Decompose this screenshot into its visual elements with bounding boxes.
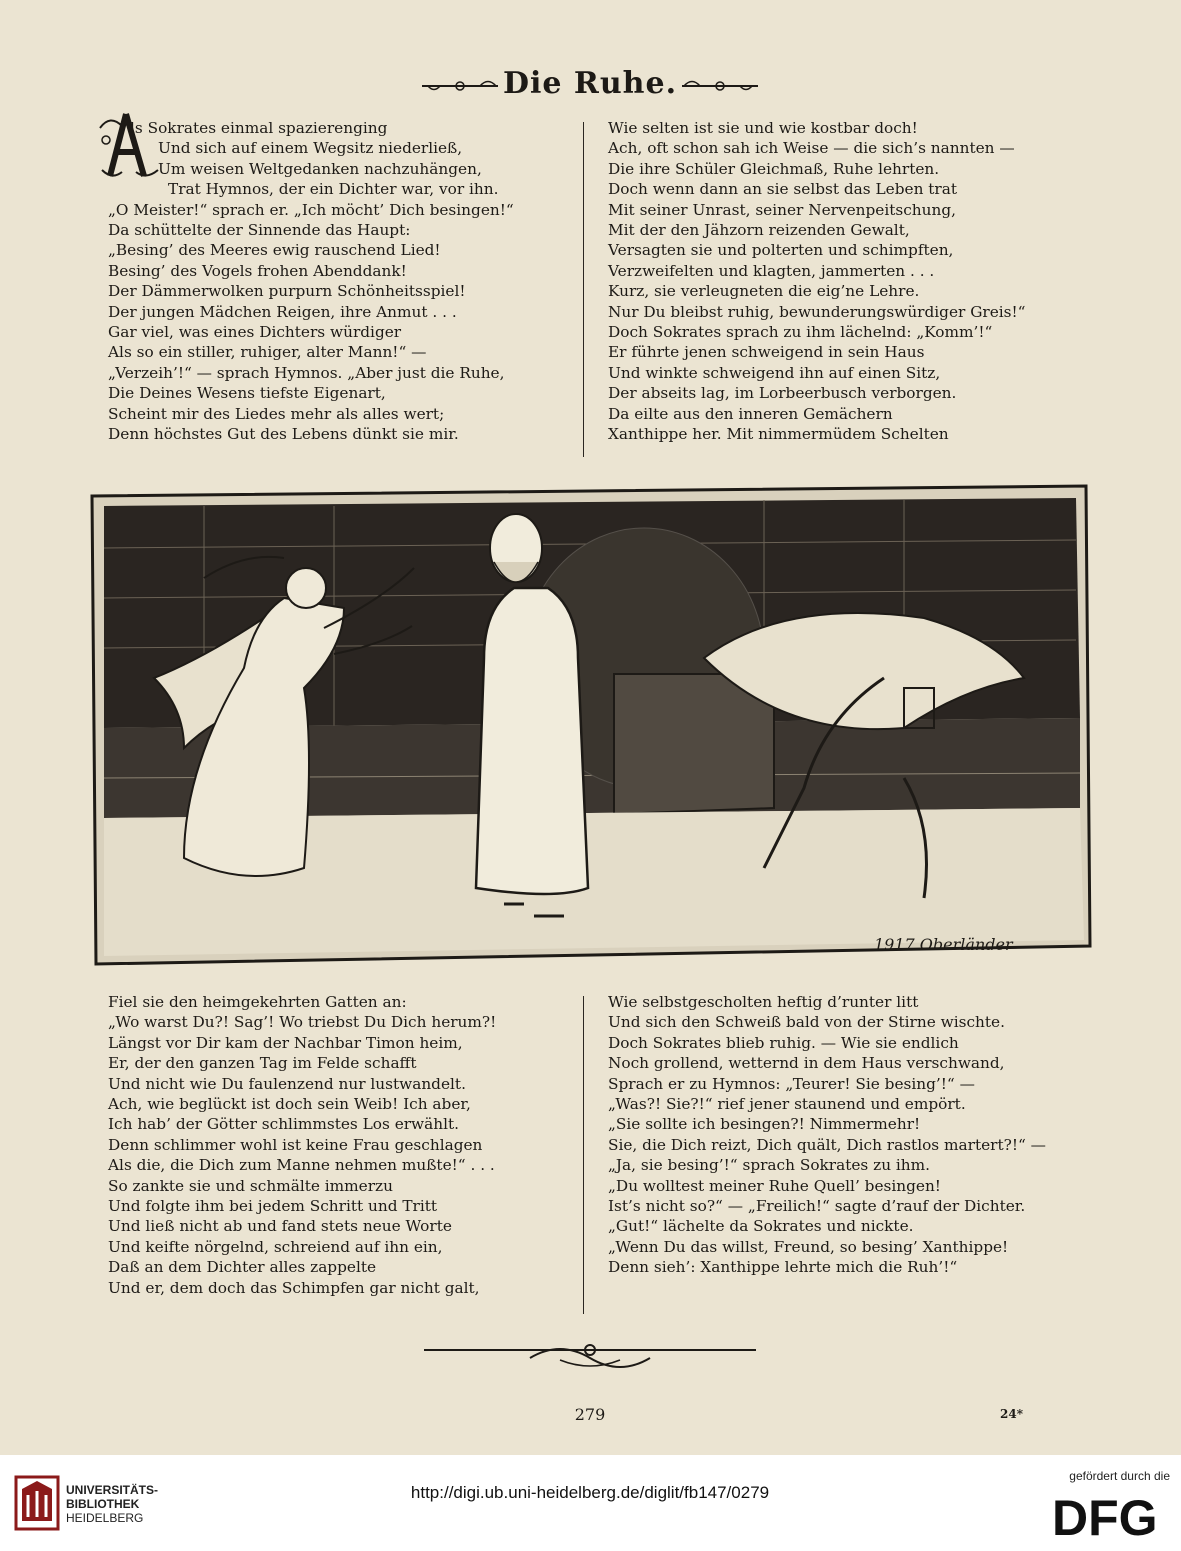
library-name[interactable] (66, 1483, 158, 1525)
verse-line: Denn sieh’: Xanthippe lehrte mich die Ruh’!“ (608, 1258, 958, 1277)
verse-line: „O Meister!“ sprach er. „Ich möcht’ Dich besingen!“ (108, 200, 514, 219)
verse-line: „Was?! Sie?!“ rief jener staunend und empört. (608, 1095, 966, 1114)
verse-line: Sprach er zu Hymnos: „Teurer! Sie besing’!“ — (608, 1074, 975, 1093)
page-title: Die Ruhe. (502, 66, 678, 101)
library-name-line2: BIBLIOTHEK (66, 1497, 140, 1511)
verse-line: Der abseits lag, im Lorbeerbusch verborgen. (608, 384, 957, 403)
verse-line: Doch Sokrates sprach zu ihm lächelnd: „Komm’!“ (608, 323, 993, 342)
title-ornament-right (680, 74, 760, 98)
column-bottom-left (108, 992, 573, 1298)
verse-line: „Ja, sie besing’!“ sprach Sokrates zu ihm. (608, 1156, 931, 1175)
verse-line: Doch Sokrates blieb ruhig. — Wie sie endlich (608, 1033, 959, 1052)
verse-line: Als die, die Dich zum Manne nehmen mußte!“ . . . (108, 1156, 495, 1175)
verse-line: Fiel sie den heimgekehrten Gatten an: (108, 993, 407, 1011)
verse-line: Mit seiner Unrast, seiner Nervenpeitschung, (608, 200, 957, 219)
verse-line: Und folgte ihm bei jedem Schritt und Tritt (108, 1197, 438, 1216)
dfg-logo-icon[interactable] (1052, 1491, 1170, 1539)
verse-line: Und winkte schweigend ihn auf einen Sitz, (608, 363, 941, 382)
verse-line: Doch wenn dann an sie selbst das Leben trat (608, 180, 958, 199)
verse-line: „Du wolltest meiner Ruhe Quell’ besingen! (608, 1176, 941, 1195)
verse-line: Und er, dem doch das Schimpfen gar nicht galt, (108, 1278, 480, 1297)
university-library-logo-icon[interactable] (14, 1473, 60, 1533)
verse-line: Denn höchstes Gut des Lebens dünkt sie mir. (108, 425, 459, 444)
verse-line: Ach, oft schon sah ich Weise — die sich’s nannten — (608, 139, 1015, 158)
verse-line: Um weisen Weltgedanken nachzuhängen, (158, 159, 482, 178)
column-bottom-right (608, 992, 1078, 1278)
digitization-footer (0, 1455, 1181, 1551)
verse-line: Verzweifelten und klagten, jammerten . . . (608, 261, 935, 280)
verse-line: Die ihre Schüler Gleichmaß, Ruhe lehrten. (608, 159, 940, 178)
page-number: 279 (574, 1405, 606, 1424)
verse-line: Er, der den ganzen Tag im Felde schafft (108, 1054, 417, 1073)
permalink-url[interactable]: http://digi.ub.uni-heidelberg.de/diglit/fb147/0279 (410, 1483, 770, 1502)
title-row (0, 66, 1181, 110)
column-divider-bottom (583, 996, 584, 1314)
verse-line: Sie, die Dich reizt, Dich quält, Dich rastlos martert?!“ — (608, 1135, 1046, 1154)
verse-line: Xanthippe her. Mit nimmermüdem Schelten (608, 425, 949, 444)
illustration-socrates-xanthippe (84, 478, 1096, 974)
closing-ornament (420, 1336, 760, 1370)
verse-line: „Besing’ des Meeres ewig rauschend Lied! (108, 241, 441, 260)
funding-note: gefördert durch die (1069, 1469, 1170, 1483)
verse-line: Als so ein stiller, ruhiger, alter Mann!“ — (108, 343, 427, 362)
column-top-left (108, 118, 573, 445)
verse-line: Er führte jenen schweigend in sein Haus (608, 343, 925, 362)
column-divider-top (583, 122, 584, 457)
verse-line: Daß an dem Dichter alles zappelte (108, 1258, 377, 1277)
verse-line: Gar viel, was eines Dichters würdiger (108, 323, 402, 342)
verse-line: Und ließ nicht ab und fand stets neue Worte (108, 1217, 452, 1236)
verse-line: Ist’s nicht so?“ — „Freilich!“ sagte d’rauf der Dichter. (608, 1197, 1026, 1216)
verse-line: Kurz, sie verleugneten die eig’ne Lehre. (608, 282, 920, 301)
verse-line: Da eilte aus den inneren Gemächern (608, 404, 893, 423)
verse-line: Versagten sie und polterten und schimpften, (608, 241, 954, 260)
verse-line: Trat Hymnos, der ein Dichter war, vor ihn. (168, 180, 499, 199)
verse-line: „Sie sollte ich besingen?! Nimmermehr! (608, 1115, 921, 1134)
verse-line: „Wo warst Du?! Sag’! Wo triebst Du Dich herum?! (108, 1013, 497, 1032)
verse-line: Denn schlimmer wohl ist keine Frau geschlagen (108, 1135, 483, 1154)
verse-line: Der jungen Mädchen Reigen, ihre Anmut . . . (108, 302, 457, 321)
verse-line: Und keifte nörgelnd, schreiend auf ihn ein, (108, 1237, 443, 1256)
signature-mark: 24* (1000, 1407, 1023, 1421)
library-name-line3: HEIDELBERG (66, 1511, 144, 1525)
verse-line: Die Deines Wesens tiefste Eigenart, (108, 384, 386, 403)
verse-line: Längst vor Dir kam der Nachbar Timon heim, (108, 1033, 463, 1052)
verse-line: Da schüttelte der Sinnende das Haupt: (108, 221, 411, 240)
verse-line: Und sich auf einem Wegsitz niederließ, (158, 139, 463, 158)
verse-line: Wie selbstgescholten heftig d’runter litt (608, 993, 919, 1011)
verse-line: Besing’ des Vogels frohen Abenddank! (108, 261, 407, 280)
verse-line: Scheint mir des Liedes mehr als alles wert; (108, 404, 445, 423)
verse-line: Und sich den Schweiß bald von der Stirne wischte. (608, 1013, 1005, 1032)
library-name-line1: UNIVERSITÄTS- (66, 1483, 159, 1497)
verse-line: So zankte sie und schmälte immerzu (108, 1176, 393, 1195)
verse-line: Wie selten ist sie und wie kostbar doch! (608, 119, 918, 137)
dfg-logo-text: DFG (1052, 1491, 1158, 1539)
verse-line: Der Dämmerwolken purpurn Schönheitsspiel! (108, 282, 466, 301)
verse-line: Ach, wie beglückt ist doch sein Weib! Ich aber, (108, 1095, 471, 1114)
illustration-signature: 1917 Oberländer (874, 935, 1013, 954)
column-top-right (608, 118, 1078, 445)
verse-line: Mit der den Jähzorn reizenden Gewalt, (608, 221, 910, 240)
verse-line: Und nicht wie Du faulenzend nur lustwandelt. (108, 1074, 466, 1093)
verse-line: „Gut!“ lächelte da Sokrates und nickte. (608, 1217, 914, 1236)
verse-line: ls Sokrates einmal spazierenging (130, 119, 388, 137)
verse-line: „Verzeih’!“ — sprach Hymnos. „Aber just die Ruhe, (108, 363, 505, 382)
verse-line: Noch grollend, wetternd in dem Haus verschwand, (608, 1054, 1005, 1073)
verse-line: „Wenn Du das willst, Freund, so besing’ Xanthippe! (608, 1237, 1009, 1256)
verse-line: Nur Du bleibst ruhig, bewunderungswürdiger Greis!“ (608, 302, 1026, 321)
verse-line: Ich hab’ der Götter schlimmstes Los erwählt. (108, 1115, 460, 1134)
